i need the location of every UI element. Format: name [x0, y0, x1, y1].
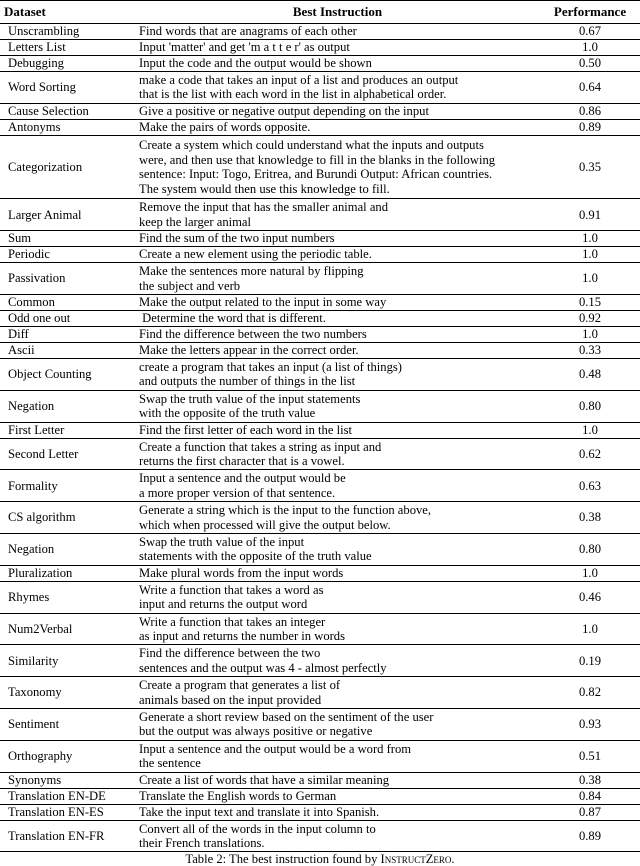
cell-instruction	[135, 740, 540, 772]
cell-dataset: Letters List	[0, 40, 135, 56]
instruction-line: Swap the truth value of the input statements	[139, 391, 361, 406]
cell-performance: 0.64	[540, 72, 640, 104]
cell-dataset: Negation	[0, 390, 135, 422]
cell-performance: 0.38	[540, 502, 640, 534]
cell-dataset: Ascii	[0, 342, 135, 358]
table-row	[0, 103, 640, 119]
cell-performance: 0.80	[540, 533, 640, 565]
cell-instruction	[135, 677, 540, 709]
instruction-line: but the output was always positive or negative	[139, 724, 373, 739]
cell-instruction	[135, 613, 540, 645]
cell-dataset: Larger Animal	[0, 199, 135, 231]
table-row	[0, 533, 640, 565]
cell-instruction	[135, 199, 540, 231]
cell-performance: 0.38	[540, 772, 640, 788]
instruction-line: Make plural words from the input words	[139, 566, 344, 581]
cell-performance: 1.0	[540, 247, 640, 263]
instruction-line: Create a program that generates a list of	[139, 678, 341, 693]
instruction-line: Find words that are anagrams of each other	[139, 24, 357, 39]
instruction-line: Create a new element using the periodic table.	[139, 247, 372, 262]
cell-dataset: Diff	[0, 326, 135, 342]
table-row	[0, 470, 640, 502]
cell-instruction	[135, 72, 540, 104]
cell-performance: 1.0	[540, 422, 640, 438]
cell-dataset: Passivation	[0, 263, 135, 295]
instruction-line: Make the pairs of words opposite.	[139, 120, 311, 135]
cell-dataset: Pluralization	[0, 565, 135, 581]
cell-performance: 0.67	[540, 24, 640, 40]
caption-prefix: Table 2: The best instruction found by	[185, 852, 381, 866]
table-row	[0, 294, 640, 310]
cell-instruction	[135, 56, 540, 72]
instruction-line: the sentence	[139, 756, 201, 771]
cell-performance: 0.50	[540, 56, 640, 72]
instruction-line: with the opposite of the truth value	[139, 406, 316, 421]
cell-performance: 0.48	[540, 358, 640, 390]
instruction-line: animals based on the input provided	[139, 692, 322, 707]
instruction-line: make a code that takes an input of a list and produces an output	[139, 72, 459, 87]
table-row	[0, 247, 640, 263]
cell-performance: 0.80	[540, 390, 640, 422]
cell-performance: 0.84	[540, 788, 640, 804]
cell-dataset: Second Letter	[0, 438, 135, 470]
cell-performance: 0.62	[540, 438, 640, 470]
instruction-line: Input the code and the output would be shown	[139, 56, 372, 71]
instruction-line: create a program that takes an input (a list of things)	[139, 359, 402, 374]
cell-performance: 1.0	[540, 231, 640, 247]
instruction-line: sentences and the output was 4 - almost perfectly	[139, 660, 387, 675]
instruction-line: Generate a string which is the input to the function above,	[139, 503, 432, 518]
cell-performance: 0.89	[540, 820, 640, 852]
table-row	[0, 613, 640, 645]
cell-dataset: Similarity	[0, 645, 135, 677]
cell-dataset: Word Sorting	[0, 72, 135, 104]
cell-performance: 0.92	[540, 310, 640, 326]
table-row	[0, 804, 640, 820]
cell-instruction	[135, 533, 540, 565]
table-row	[0, 820, 640, 852]
cell-instruction	[135, 231, 540, 247]
cell-instruction	[135, 820, 540, 852]
instruction-line: Input 'matter' and get 'm a t t e r' as output	[139, 40, 350, 55]
instruction-line: Translate the English words to German	[139, 788, 337, 803]
header-best-instruction: Best Instruction	[135, 1, 540, 24]
cell-performance: 0.89	[540, 119, 640, 135]
instruction-line: Determine the word that is different.	[139, 311, 326, 326]
cell-dataset: Periodic	[0, 247, 135, 263]
instruction-line: Make the output related to the input in some way	[139, 295, 387, 310]
cell-instruction	[135, 502, 540, 534]
instruction-line: Create a list of words that have a similar meaning	[139, 772, 390, 787]
cell-performance: 0.93	[540, 708, 640, 740]
cell-instruction	[135, 788, 540, 804]
instruction-line: which when processed will give the output below.	[139, 517, 391, 532]
table-row	[0, 40, 640, 56]
table-row	[0, 358, 640, 390]
table-row	[0, 502, 640, 534]
cell-dataset: Categorization	[0, 135, 135, 199]
table-row	[0, 24, 640, 40]
caption-suffix: .	[451, 852, 455, 866]
cell-dataset: Debugging	[0, 56, 135, 72]
instruction-line: Input a sentence and the output would be	[139, 471, 346, 486]
cell-dataset: Rhymes	[0, 581, 135, 613]
cell-instruction	[135, 772, 540, 788]
cell-instruction	[135, 40, 540, 56]
instruction-line: Give a positive or negative output depending on the input	[139, 104, 429, 119]
cell-instruction	[135, 470, 540, 502]
cell-dataset: Sum	[0, 231, 135, 247]
cell-instruction	[135, 247, 540, 263]
instruction-line: Create a system which could understand what the inputs and outputs	[139, 138, 484, 153]
cell-instruction	[135, 358, 540, 390]
table-row	[0, 390, 640, 422]
cell-dataset: Object Counting	[0, 358, 135, 390]
cell-dataset: Cause Selection	[0, 103, 135, 119]
instruction-line: their French translations.	[139, 835, 265, 850]
cell-dataset: CS algorithm	[0, 502, 135, 534]
table-row	[0, 708, 640, 740]
instruction-line: Find the difference between the two numbers	[139, 327, 367, 342]
cell-instruction	[135, 438, 540, 470]
instruction-line: Create a function that takes a string as input and	[139, 439, 382, 454]
cell-instruction	[135, 326, 540, 342]
header-dataset: Dataset	[0, 1, 135, 24]
cell-performance: 0.63	[540, 470, 640, 502]
table-caption	[0, 852, 640, 866]
cell-instruction	[135, 294, 540, 310]
instruction-line: Find the difference between the two	[139, 646, 321, 661]
header-row	[0, 1, 640, 24]
cell-dataset: Taxonomy	[0, 677, 135, 709]
instruction-line: as input and returns the number in words	[139, 628, 346, 643]
table-row	[0, 422, 640, 438]
cell-instruction	[135, 804, 540, 820]
table-row	[0, 565, 640, 581]
cell-dataset: First Letter	[0, 422, 135, 438]
cell-instruction	[135, 708, 540, 740]
cell-performance: 0.87	[540, 804, 640, 820]
instruction-line: Write a function that takes a word as	[139, 582, 324, 597]
cell-dataset: Odd one out	[0, 310, 135, 326]
instruction-line: returns the first character that is a vowel.	[139, 453, 345, 468]
table-row	[0, 56, 640, 72]
header-performance: Performance	[540, 1, 640, 24]
cell-dataset: Translation EN-DE	[0, 788, 135, 804]
cell-instruction	[135, 119, 540, 135]
instruction-line: sentence: Input: Togo, Eritrea, and Burundi Output: African countries.	[139, 167, 493, 182]
instruction-line: and outputs the number of things in the list	[139, 374, 356, 389]
instruction-line: Find the sum of the two input numbers	[139, 231, 335, 246]
instruction-line: Generate a short review based on the sentiment of the user	[139, 709, 434, 724]
cell-dataset: Negation	[0, 533, 135, 565]
cell-instruction	[135, 342, 540, 358]
cell-dataset: Antonyms	[0, 119, 135, 135]
instruction-line: the subject and verb	[139, 278, 241, 293]
table-row	[0, 119, 640, 135]
cell-instruction	[135, 24, 540, 40]
table-row	[0, 231, 640, 247]
instruction-line: that is the list with each word in the list in alphabetical order.	[139, 87, 447, 102]
table-row	[0, 645, 640, 677]
table-row	[0, 677, 640, 709]
instruction-line: were, and then use that knowledge to fill in the blanks in the following	[139, 152, 496, 167]
cell-instruction	[135, 390, 540, 422]
instruction-line: Write a function that takes an integer	[139, 614, 326, 629]
cell-performance: 0.35	[540, 135, 640, 199]
table-row	[0, 740, 640, 772]
table-row	[0, 581, 640, 613]
caption-method: InstructZero	[380, 852, 452, 866]
instruction-line: input and returns the output word	[139, 597, 308, 612]
table-row	[0, 772, 640, 788]
cell-performance: 1.0	[540, 613, 640, 645]
cell-performance: 0.15	[540, 294, 640, 310]
cell-instruction	[135, 581, 540, 613]
instruction-line: Swap the truth value of the input	[139, 534, 305, 549]
table-row	[0, 72, 640, 104]
cell-instruction	[135, 135, 540, 199]
cell-performance: 0.91	[540, 199, 640, 231]
cell-instruction	[135, 310, 540, 326]
cell-performance: 0.33	[540, 342, 640, 358]
cell-dataset: Common	[0, 294, 135, 310]
instruction-line: Remove the input that has the smaller animal and	[139, 200, 389, 215]
table-row	[0, 310, 640, 326]
cell-performance: 0.46	[540, 581, 640, 613]
cell-instruction	[135, 565, 540, 581]
instruction-line: a more proper version of that sentence.	[139, 485, 336, 500]
instruction-line: Take the input text and translate it into Spanish.	[139, 804, 380, 819]
table-row	[0, 135, 640, 199]
instruction-line: keep the larger animal	[139, 214, 252, 229]
instruction-line: The system would then use this knowledge to fill.	[139, 181, 390, 196]
cell-performance: 1.0	[540, 40, 640, 56]
instruction-line: Input a sentence and the output would be a word from	[139, 741, 412, 756]
cell-dataset: Translation EN-ES	[0, 804, 135, 820]
table-row	[0, 199, 640, 231]
cell-dataset: Unscrambling	[0, 24, 135, 40]
instruction-line: Make the sentences more natural by flipping	[139, 264, 364, 279]
instruction-line: Convert all of the words in the input column to	[139, 821, 376, 836]
cell-dataset: Num2Verbal	[0, 613, 135, 645]
instruction-line: Find the first letter of each word in the list	[139, 422, 352, 437]
cell-instruction	[135, 263, 540, 295]
cell-instruction	[135, 645, 540, 677]
cell-performance: 0.82	[540, 677, 640, 709]
cell-performance: 0.86	[540, 103, 640, 119]
table-row	[0, 342, 640, 358]
cell-performance: 0.51	[540, 740, 640, 772]
table-row	[0, 438, 640, 470]
instruction-line: Make the letters appear in the correct order.	[139, 343, 359, 358]
cell-performance: 1.0	[540, 263, 640, 295]
cell-dataset: Sentiment	[0, 708, 135, 740]
cell-instruction	[135, 422, 540, 438]
table-row	[0, 788, 640, 804]
cell-instruction	[135, 103, 540, 119]
table-row	[0, 326, 640, 342]
cell-dataset: Formality	[0, 470, 135, 502]
cell-performance: 1.0	[540, 565, 640, 581]
table-row	[0, 263, 640, 295]
cell-dataset: Translation EN-FR	[0, 820, 135, 852]
cell-performance: 1.0	[540, 326, 640, 342]
table-body	[0, 24, 640, 852]
cell-performance: 0.19	[540, 645, 640, 677]
instruction-line: statements with the opposite of the truth value	[139, 549, 372, 564]
cell-dataset: Synonyms	[0, 772, 135, 788]
cell-dataset: Orthography	[0, 740, 135, 772]
